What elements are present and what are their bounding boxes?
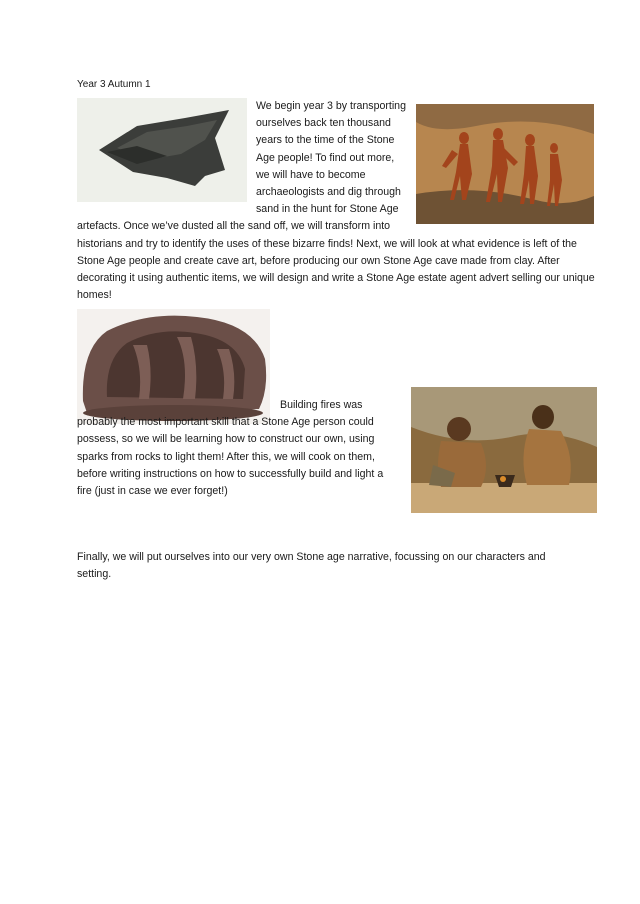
arrowhead-image xyxy=(77,98,247,202)
cave-art-image xyxy=(416,104,594,224)
intro-paragraph xyxy=(77,98,597,424)
final-paragraph: Finally, we will put ourselves into our very own Stone age narrative, focussing on our characters and setting. xyxy=(77,551,546,581)
fire-making-image xyxy=(411,387,597,513)
fire-text: Building fires was probably the most important skill that a Stone Age person could possess, so we will be learning how to construct our own, using sparks from rocks to light them! After this, we will cook on them, before writing instructions on how to successfully build and light a fire (just in case we ever forget!) xyxy=(77,399,384,498)
intro-text: We begin year 3 by transporting ourselves back ten thousand years to the time of the Stone Age people! To find out more, we will have to become archaeologists and dig through sand in the hunt for Stone Age artefacts. Once we’ve dusted all the sand off, we will transform into historians and try to identify the uses of these bizarre finds! Next, we will look at what evidence is left of the Stone Age people and create cave art, before producing our own Stone Age cave made from clay. After decorating it using authentic items, we will design and write a Stone Age estate agent advert selling our unique homes! xyxy=(77,100,595,302)
fire-paragraph xyxy=(77,397,597,519)
page-title: Year 3 Autumn 1 xyxy=(77,79,151,90)
